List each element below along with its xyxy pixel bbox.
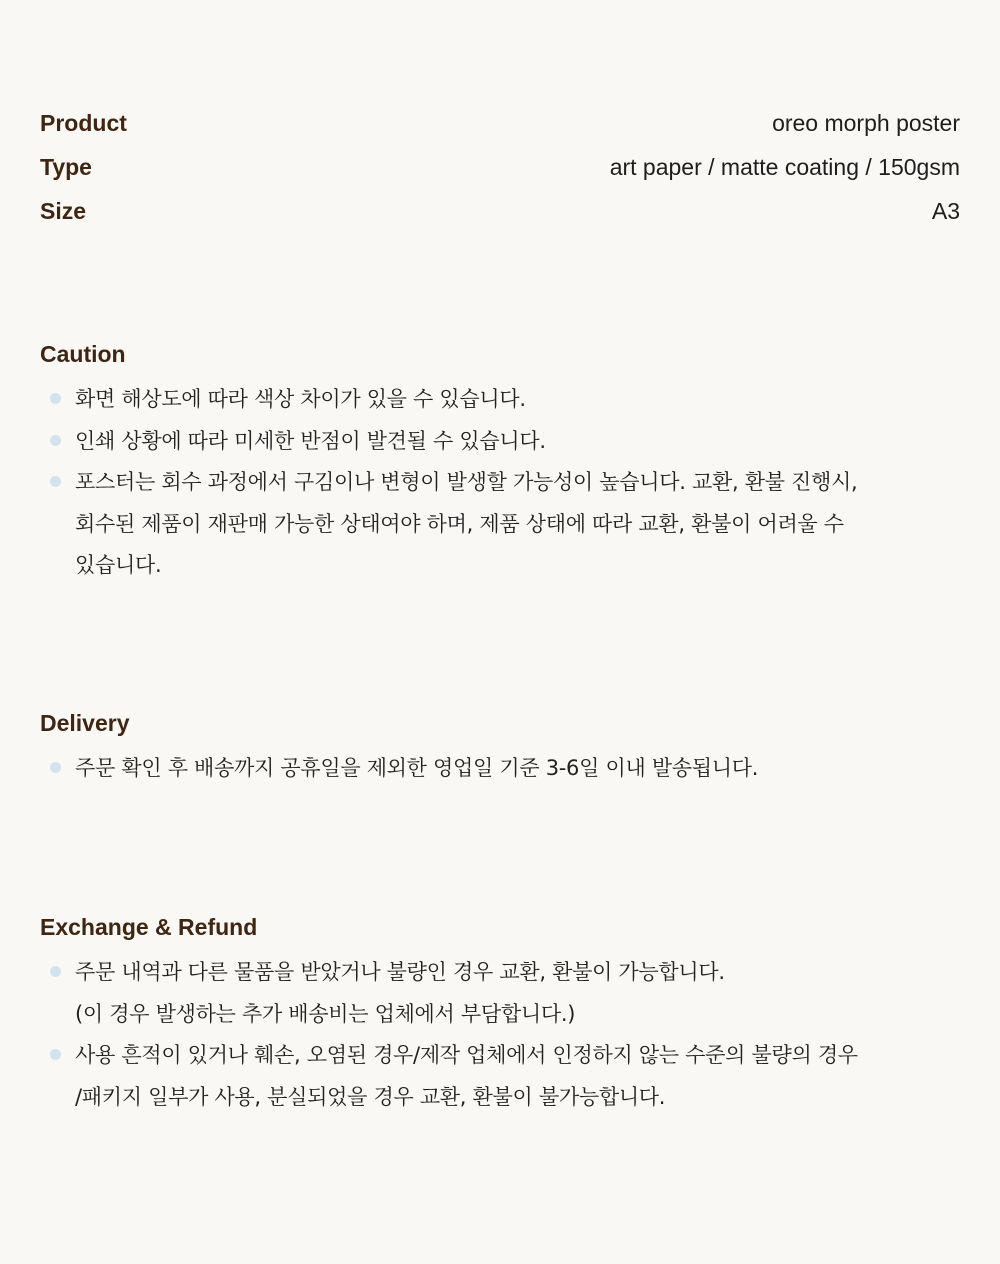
caution-title: Caution — [40, 341, 126, 367]
exchange-refund-title: Exchange & Refund — [40, 914, 258, 940]
bullet-dot-icon — [50, 762, 61, 773]
list-item-text: 주문 확인 후 배송까지 공휴일을 제외한 영업일 기준 3-6일 이내 발송됩니다. — [75, 756, 759, 780]
list-item — [40, 748, 965, 790]
list-item-text: 주문 내역과 다른 물품을 받았거나 불량인 경우 교환, 환불이 가능합니다. — [75, 960, 725, 984]
list-item-text: /패키지 일부가 사용, 분실되었을 경우 교환, 환불이 불가능합니다. — [75, 1084, 666, 1109]
list-item-text: 회수된 제품이 재판매 가능한 상태여야 하며, 제품 상태에 따라 교환, 환불이 어려울 수 — [75, 511, 844, 536]
delivery-section — [40, 708, 965, 790]
list-item — [40, 379, 965, 421]
caution-list — [40, 379, 965, 587]
spec-row-size — [40, 189, 960, 233]
bullet-dot-icon — [50, 1049, 61, 1060]
spec-row-type — [40, 145, 960, 189]
spec-value-type: art paper / matte coating / 150gsm — [609, 153, 960, 180]
list-item-text: 인쇄 상황에 따라 미세한 반점이 발견될 수 있습니다. — [75, 428, 546, 453]
spec-label-type: Type — [40, 153, 92, 180]
list-item-text: (이 경우 발생하는 추가 배송비는 업체에서 부담합니다.) — [75, 1001, 576, 1026]
bullet-dot-icon — [50, 435, 61, 446]
product-specs — [40, 101, 960, 233]
spec-label-product: Product — [40, 109, 127, 136]
spec-row-product — [40, 101, 960, 145]
list-item-text: 화면 해상도에 따라 색상 차이가 있을 수 있습니다. — [75, 387, 526, 411]
spec-value-product: oreo morph poster — [772, 109, 960, 136]
list-item-text: 사용 흔적이 있거나 훼손, 오염된 경우/제작 업체에서 인정하지 않는 수준의 불량의 경우 — [75, 1043, 858, 1067]
exchange-refund-list — [40, 952, 965, 1118]
bullet-dot-icon — [50, 393, 61, 404]
list-item — [40, 462, 965, 587]
list-item — [40, 952, 965, 1035]
caution-section — [40, 339, 965, 587]
list-item — [40, 1035, 965, 1118]
list-item — [40, 421, 965, 463]
delivery-list — [40, 748, 965, 790]
list-item-text: 포스터는 회수 과정에서 구김이나 변형이 발생할 가능성이 높습니다. 교환, 환불 진행시, — [75, 470, 858, 494]
delivery-title: Delivery — [40, 710, 130, 736]
spec-value-size: A3 — [931, 197, 960, 224]
bullet-dot-icon — [50, 476, 61, 487]
bullet-dot-icon — [50, 966, 61, 977]
spec-label-size: Size — [40, 197, 87, 224]
list-item-text: 있습니다. — [75, 553, 162, 577]
exchange-refund-section — [40, 912, 965, 1118]
